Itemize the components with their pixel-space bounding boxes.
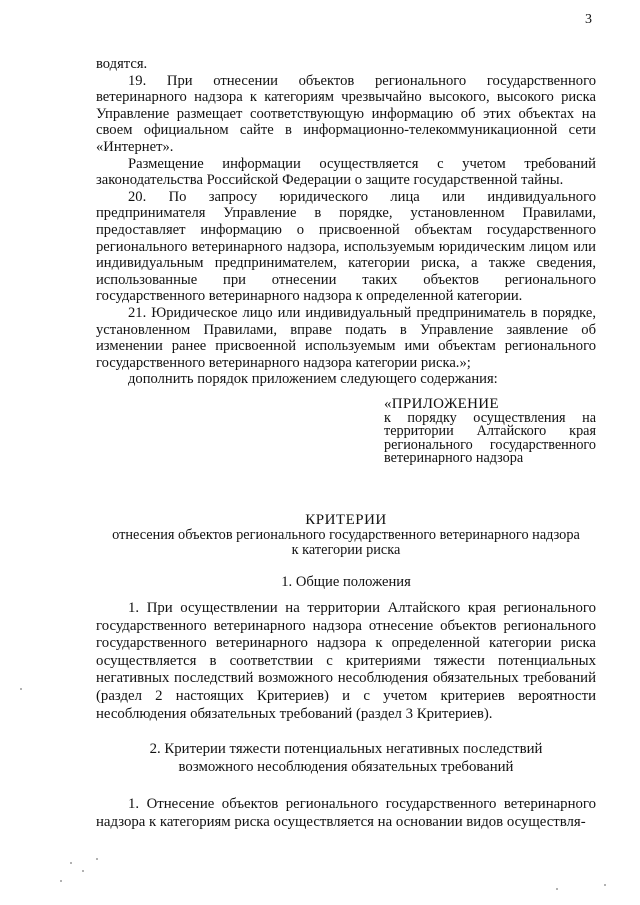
upper-text-block — [96, 56, 596, 388]
appendix-text: к порядку осуществления на территории Алтайского края регионального государственного ветеринарного надзора — [384, 409, 596, 467]
section-2-heading-line-1: 2. Критерии тяжести потенциальных негативных последствий — [149, 741, 543, 757]
criteria-subtitle-line-1: отнесения объектов регионального государственного ветеринарного надзора — [112, 527, 580, 543]
section-1-item-1: 1. При осуществлении на территории Алтайского края регионального государственного ветеринарного надзора отнесение объектов регионального государственного ветеринарного надзора к определенной категории риска осуществляется в соответствии с критериями тяжести потенциальных негативных последствий возможного несоблюдения обязательных требований (раздел 2 настоящих Критериев) и с учетом критериев вероятности несоблюдения обязательных требований (раздел 3 Критериев). — [96, 600, 596, 722]
paragraph-secret-info: Размещение информации осуществляется с учетом требований законодательства Российской Федерации о защите государственной тайны. — [96, 155, 596, 189]
scan-speck — [556, 888, 558, 890]
section-2-heading-line-2: возможного несоблюдения обязательных требований — [178, 759, 514, 775]
scan-speck — [96, 858, 98, 860]
paragraph-20: 20. По запросу юридического лица или индивидуального предпринимателя Управление в порядке, установленном Правилами, предоставляет информацию о присвоенной объектам государственного регионального ветеринарного надзора, используемым юридическим лицом или индивидуальным предпринимателем, категории риска, а также сведения, использованные при отнесении таких объектов регионального государственного ветеринарного надзора к определенной категории. — [96, 188, 596, 305]
criteria-title: КРИТЕРИИ — [305, 512, 387, 528]
paragraph-21: 21. Юридическое лицо или индивидуальный предприниматель в порядке, установленном Правилами, вправе подать в Управление заявление об изменении ранее присвоенной используемым ими объектам регионального государственного ветеринарного надзора категории риска.»; — [96, 304, 596, 371]
page-number: 3 — [585, 12, 592, 27]
section-2-item-1: 1. Отнесение объектов регионального государственного ветеринарного надзора к категориям риска осуществляется на основании видов осуществля- — [96, 796, 596, 830]
section-2-paragraph — [96, 796, 596, 831]
scan-speck — [60, 880, 62, 882]
paragraph-supplement: дополнить порядок приложением следующего содержания: — [128, 371, 498, 388]
paragraph-19: 19. При отнесении объектов регионального государственного ветеринарного надзора к категориям чрезвычайно высокого, высокого риска Управление размещает соответствующую информацию об этих объектах на своем официальном сайте в информационно-телекоммуникационной сети «Интернет». — [96, 72, 596, 155]
criteria-subtitle — [96, 528, 596, 558]
appendix-reference — [384, 398, 596, 466]
scan-speck — [82, 870, 84, 872]
criteria-subtitle-line-2: к категории риска — [291, 542, 401, 558]
scan-speck — [604, 884, 606, 886]
section-1-heading: 1. Общие положения — [281, 574, 411, 590]
appendix-heading: «ПРИЛОЖЕНИЕ — [384, 396, 499, 412]
section-2-heading — [96, 740, 596, 776]
section-1-paragraph — [96, 600, 596, 723]
paragraph-continuation: водятся. — [96, 56, 148, 72]
scan-speck — [20, 688, 22, 690]
scan-speck — [70, 862, 72, 864]
